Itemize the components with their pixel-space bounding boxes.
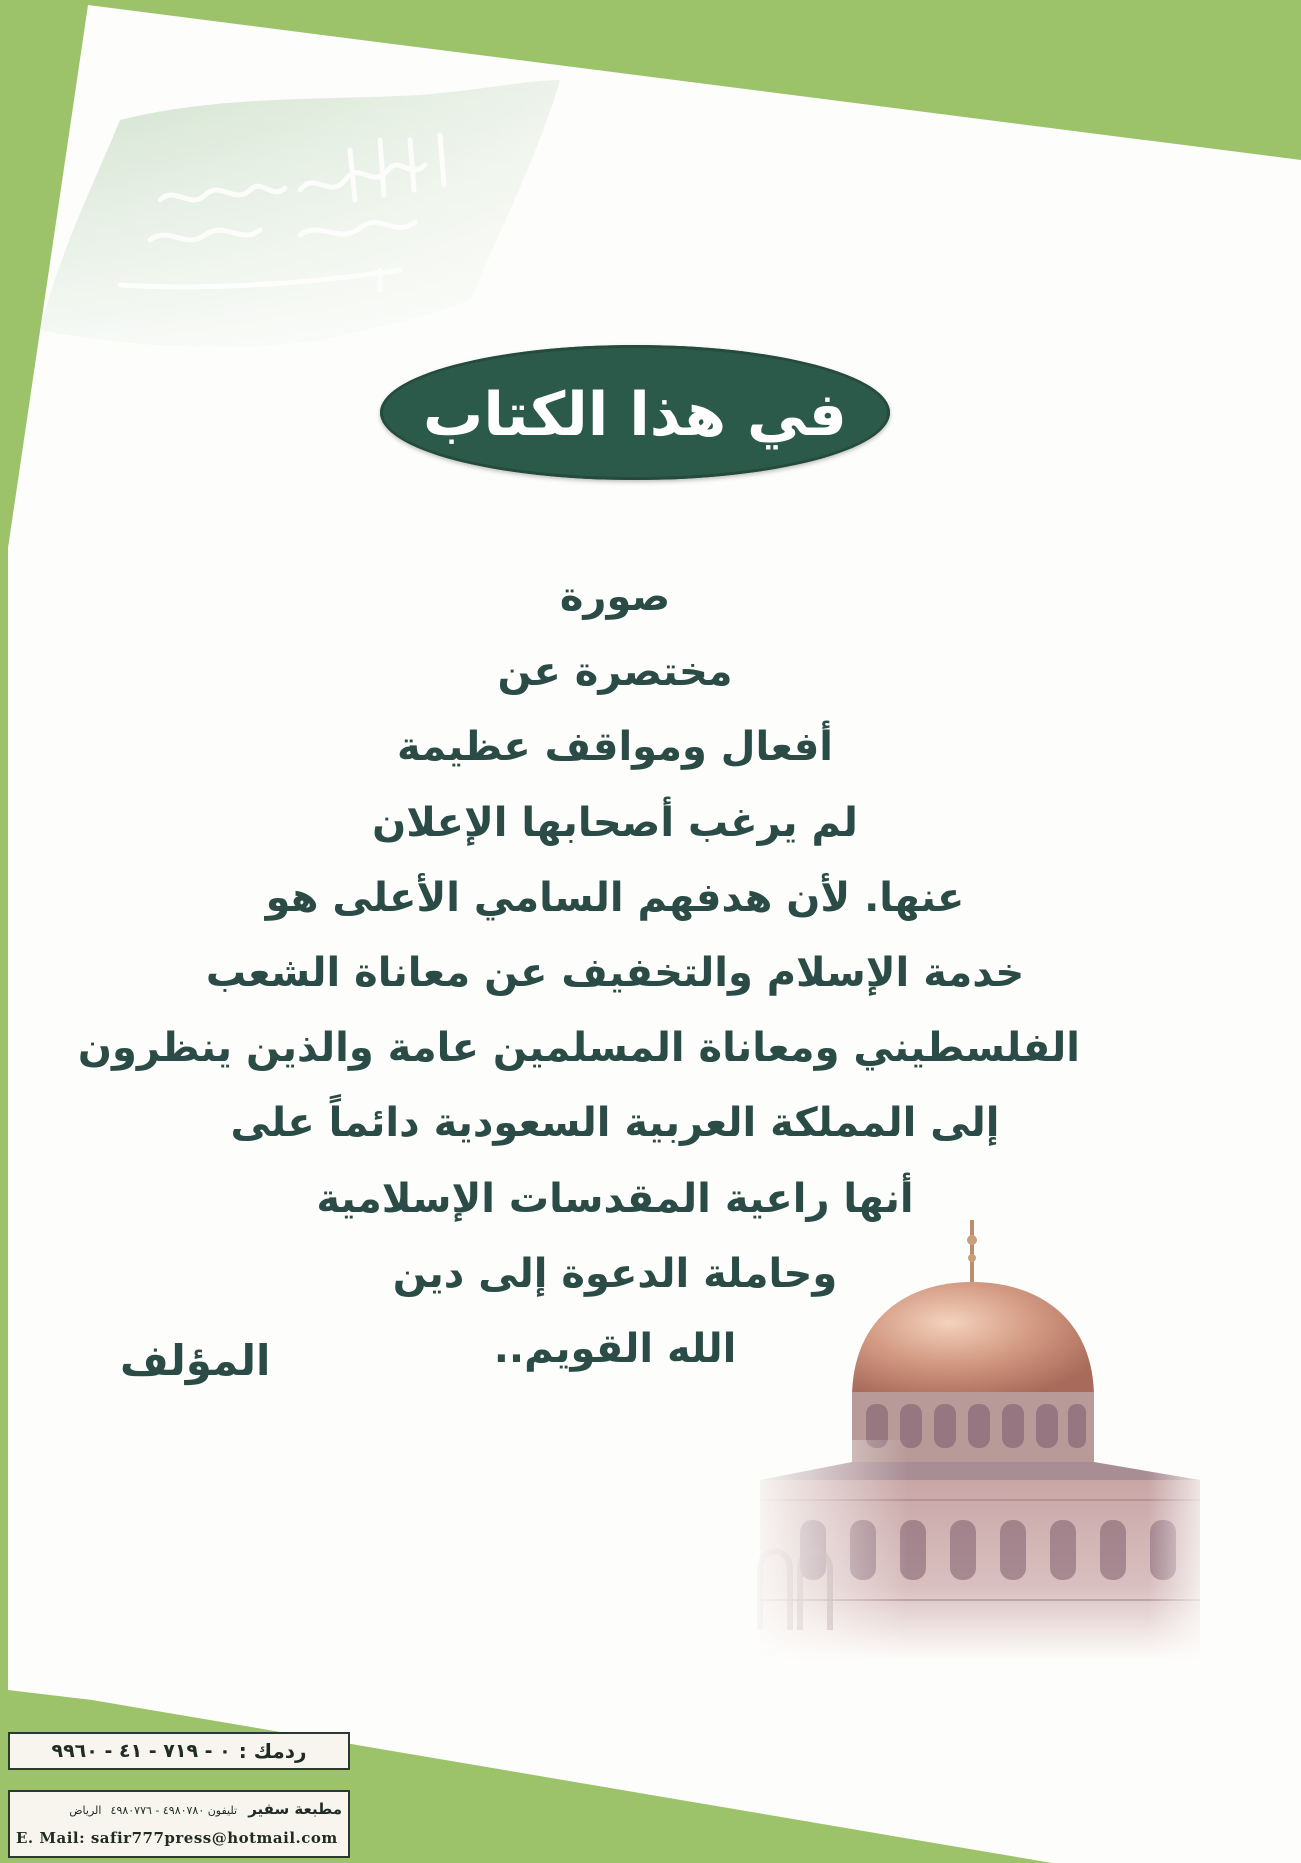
blurb-line: صورة bbox=[559, 574, 671, 620]
isbn-label: ردمك : bbox=[238, 1739, 307, 1763]
blurb-line: مختصرة عن bbox=[497, 649, 733, 696]
blurb-line: أفعال ومواقف عظيمة bbox=[397, 724, 833, 771]
blurb-line: خدمة الإسلام والتخفيف عن معاناة الشعب bbox=[205, 950, 1025, 997]
isbn-value: ٩٩٦٠ - ٤١ - ٧١٩ - ٠ bbox=[51, 1740, 231, 1762]
isbn-box bbox=[8, 1732, 350, 1770]
blurb-line: أنها راعية المقدسات الإسلامية bbox=[316, 1175, 914, 1222]
blurb-line: الله القويم.. bbox=[493, 1326, 737, 1373]
author-signature: المؤلف bbox=[120, 1336, 271, 1385]
printer-email: E. Mail: safir777press@hotmail.com bbox=[16, 1829, 338, 1847]
blurb-line: إلى المملكة العربية السعودية دائماً على bbox=[230, 1100, 1000, 1147]
printer-box bbox=[8, 1790, 350, 1858]
blurb-line: وحاملة الدعوة إلى دين bbox=[392, 1250, 838, 1297]
printer-city: الرياض bbox=[69, 1804, 102, 1817]
title-badge bbox=[380, 345, 890, 480]
blurb-text bbox=[77, 560, 1080, 1387]
blurb-line: الفلسطيني ومعاناة المسلمين عامة والذين ينظرون bbox=[77, 1025, 1080, 1072]
blurb-line: عنها. لأن هدفهم السامي الأعلى هو bbox=[265, 874, 965, 921]
printer-name: مطبعة سفير bbox=[248, 1800, 342, 1818]
book-section-title: في هذا الكتاب bbox=[423, 379, 847, 450]
printer-info-line bbox=[16, 1796, 342, 1824]
printer-phone: تليفون ٤٩٨٠٧٨٠ - ٤٩٨٠٧٧٦ bbox=[110, 1804, 238, 1817]
blurb-line: لم يرغب أصحابها الإعلان bbox=[372, 799, 858, 846]
